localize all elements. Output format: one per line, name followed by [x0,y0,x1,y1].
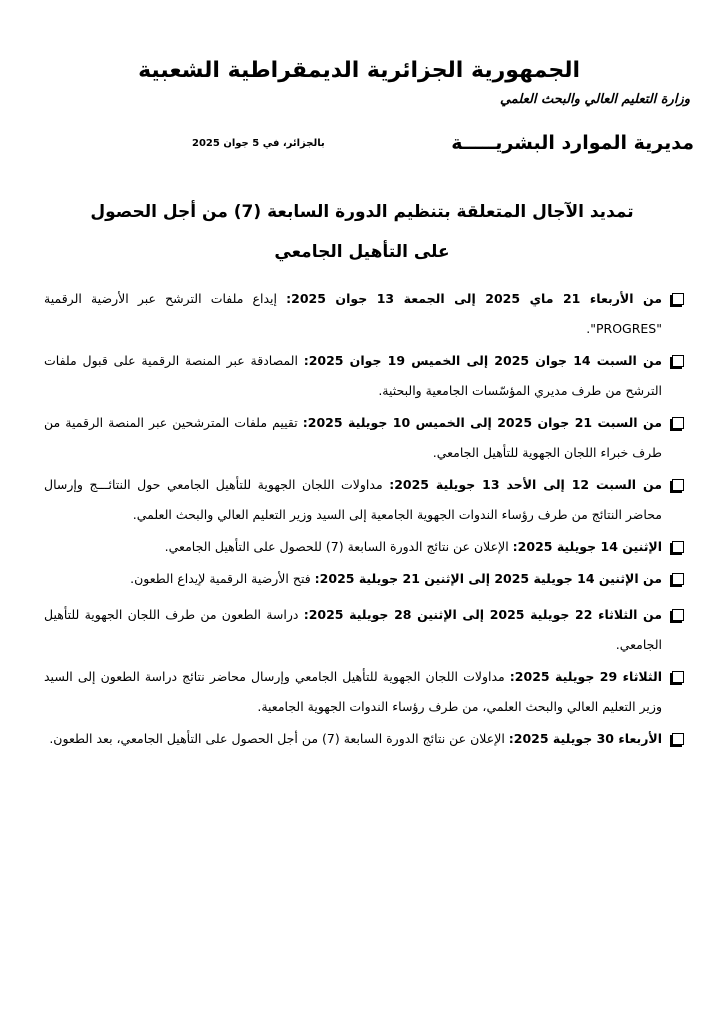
item-date: الإثنين 14 جويلية 2025: [512,539,662,554]
document-title [60,192,664,272]
schedule-list [44,284,684,756]
schedule-item [44,532,684,562]
schedule-item [44,284,684,344]
item-text: الإعلان عن نتائج الدورة السابعة (7) من أجل الحصول على التأهيل الجامعي، بعد الطعون. [49,731,509,746]
schedule-item [44,470,684,530]
item-date: من السبت 21 جوان 2025 إلى الخميس 10 جويلية 2025: [302,415,662,430]
title-line-1: تمديد الآجال المتعلقة بتنظيم الدورة السابعة (7) من أجل الحصول [90,202,634,222]
schedule-item [44,662,684,722]
item-text: إيداع ملفات الترشح عبر الأرضية الرقمية "PROGRES". [44,291,662,336]
checkbox-icon [672,733,684,745]
schedule-item [44,564,684,594]
checkbox-icon [672,417,684,429]
schedule-item [44,600,684,660]
checkbox-icon [672,479,684,491]
item-text: الإعلان عن نتائج الدورة السابعة (7) للحصول على التأهيل الجامعي. [164,539,513,554]
dateline: بالجزائر، في 5 جوان 2025 [192,138,325,149]
ministry-name: وزارة التعليم العالي والبحث العلمي [499,92,690,107]
item-text: مداولات اللجان الجهوية للتأهيل الجامعي حول النتائـــج وإرسال محاضر النتائج من طرف رؤساء الندوات الجهوية الجامعية إلى السيد وزير التعليم العالي والبحث العلمي. [44,477,662,522]
schedule-item [44,346,684,406]
item-date: من الإثنين 14 جويلية 2025 إلى الإثنين 21 جويلية 2025: [314,571,662,586]
directorate-name: مديرية الموارد البشريـــــة [451,132,694,154]
checkbox-icon [672,355,684,367]
republic-heading: الجمهورية الجزائرية الديمقراطية الشعبية [138,58,580,83]
schedule-item [44,724,684,754]
item-date: من السبت 14 جوان 2025 إلى الخميس 19 جوان 2025: [303,353,662,368]
item-text: المصادقة عبر المنصة الرقمية على قبول ملفات الترشح من طرف مديري المؤسّسات الجامعية والبحثية. [44,353,662,398]
checkbox-icon [672,573,684,585]
checkbox-icon [672,609,684,621]
item-text: مداولات اللجان الجهوية للتأهيل الجامعي وإرسال محاضر نتائج دراسة الطعون إلى السيد وزير التعليم العالي والبحث العلمي، من طرف رؤساء الندوات الجهوية الجامعية. [44,669,662,714]
schedule-item [44,408,684,468]
item-date: من السبت 12 إلى الأحد 13 جويلية 2025: [389,477,662,492]
item-date: الثلاثاء 29 جويلية 2025: [509,669,662,684]
title-line-2: على التأهيل الجامعي [274,242,450,262]
item-text: دراسة الطعون من طرف اللجان الجهوية للتأهيل الجامعي. [44,607,662,652]
checkbox-icon [672,541,684,553]
item-date: من الثلاثاء 22 جويلية 2025 إلى الإثنين 28 جويلية 2025: [303,607,663,622]
item-text: فتح الأرضية الرقمية لإيداع الطعون. [130,571,315,586]
item-date: من الأربعاء 21 ماي 2025 إلى الجمعة 13 جوان 2025: [286,291,663,306]
checkbox-icon [672,293,684,305]
item-date: الأربعاء 30 جويلية 2025: [508,731,662,746]
item-text: تقييم ملفات المترشحين عبر المنصة الرقمية من طرف خبراء اللجان الجهوية للتأهيل الجامعي. [44,415,662,460]
checkbox-icon [672,671,684,683]
